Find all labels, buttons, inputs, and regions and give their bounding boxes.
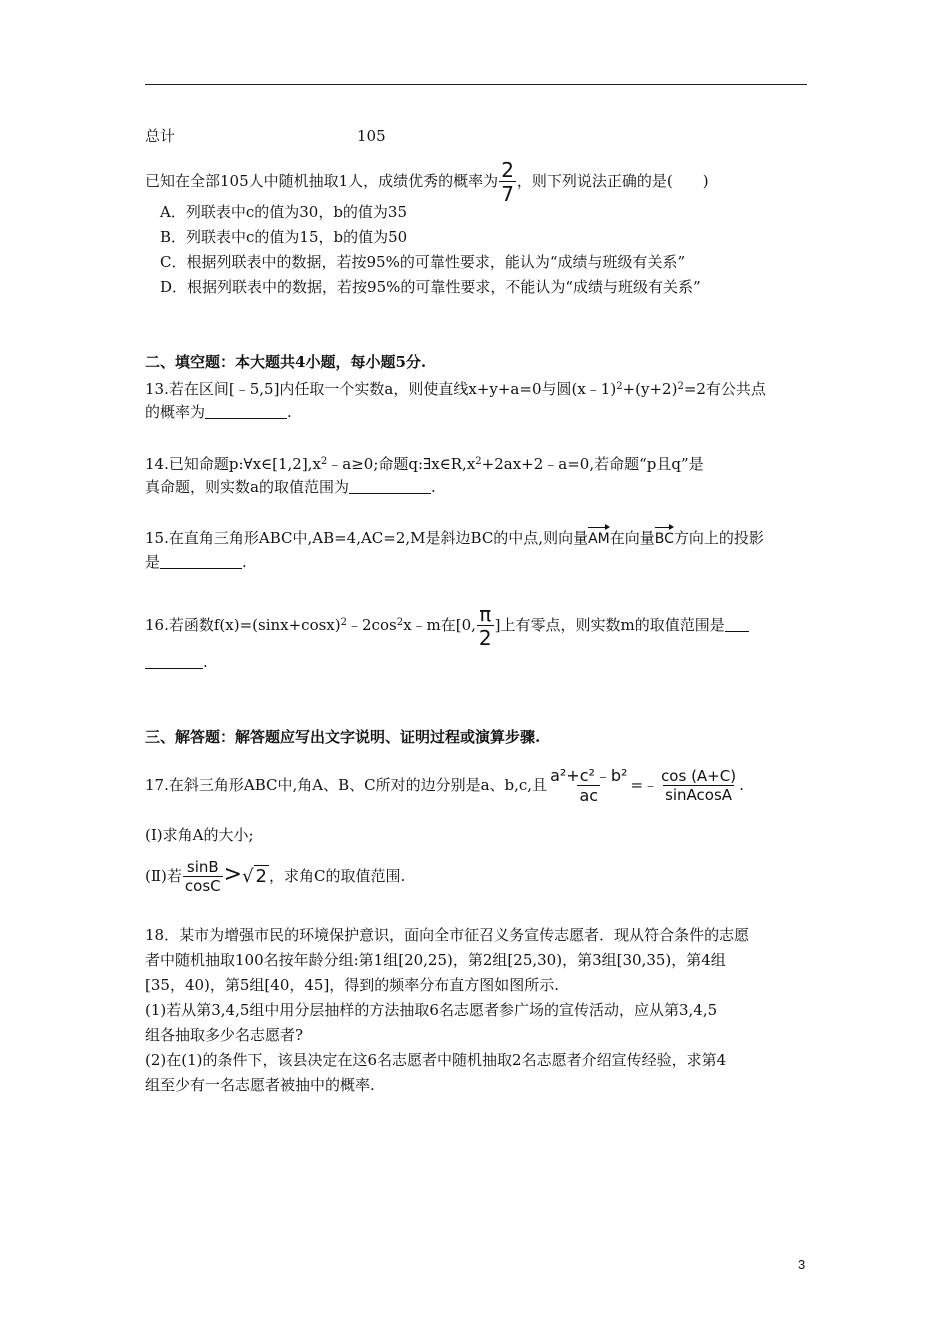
q17-part2-gt: > [223,862,243,887]
q14-answer-blank [349,479,431,494]
q16-frac-num: π [479,602,492,626]
table-total-row [145,126,386,146]
q13-line1 [145,377,766,399]
q13-sup1: 2 [616,381,623,392]
q14-sup2: 2 [475,456,482,467]
q15-period: . [242,553,247,571]
q13-sup2: 2 [677,381,684,392]
header-rule [145,84,807,85]
vector-bc: BC [655,526,674,549]
q16-line2 [145,652,208,672]
q18-line: 18．某市为增强市民的环境保护意识，面向全市征召义务宣传志愿者．现从符合条件的志愿 [145,926,750,944]
q12-option-c: C．根据列联表中的数据，若按95%的可靠性要求，能认为“成绩与班级有关系” [160,253,686,271]
q14-sup1: 2 [320,456,328,467]
q17-part2-text-a: (Ⅱ)若 [145,867,182,885]
q12-option-a: A．列联表中c的值为30，b的值为35 [160,203,408,221]
q13-line2 [145,402,292,422]
q17-rhs-fraction [659,769,738,803]
q13-text-a: 13.若在区间[﹣5,5]内任取一个实数a，则使直线x+y+a=0与圆(x﹣1) [145,380,617,398]
q12-stem [145,160,709,204]
q13-text-d: 的概率为 [145,403,206,421]
q15-line2 [145,552,247,572]
q17-part2-text-b: ，求角C的取值范围. [269,867,406,885]
q18-line: 组各抽取多少名志愿者? [145,1026,304,1044]
q14-text-c: +2ax+2﹣a=0,若命题“p且q”是 [481,455,704,473]
total-value: 105 [357,127,386,145]
q17-part2-den: cosC [184,877,221,895]
q17-part2-num: sinB [186,858,219,876]
q18-line: 者中随机抽取100名按年龄分组:第1组[20,25)，第2组[25,30)，第3组[30,35)，第4组 [145,951,726,969]
vector-am: AM [588,526,610,549]
total-label: 总计 [145,127,176,145]
q12-text-b: ，则下列说法正确的是( ) [516,172,709,190]
q17-part1: (Ⅰ)求角A的大小; [145,826,254,844]
q17-rhs-den: sinAcosA [665,786,733,804]
q17-part2 [145,860,405,894]
q14-text-b: ﹣a≥0;命题q:∃x∈R,x [327,455,476,473]
q18-line: 组至少有一名志愿者被抽中的概率. [145,1076,375,1094]
q16-text-b: ﹣2cos [347,616,397,634]
q17-period: . [739,776,744,794]
q17-rhs-num: cos (A+C) [661,767,737,785]
q14-text-a: 14.已知命题p:∀x∈[1,2],x [145,455,321,473]
q15-text-a: 15.在直角三角形ABC中,AB=4,AC=2,M是斜边BC的中点,则向量 [145,529,589,547]
q17-lhs-fraction [548,768,629,804]
q14-text-d: 真命题，则实数a的取值范围为 [145,478,349,496]
q14-period: . [430,478,436,496]
q17-stem [145,768,744,804]
q12-frac-den: 7 [501,182,514,206]
q18-line: (1)若从第3,4,5组中用分层抽样的方法抽取6名志愿者参广场的宣传活动，应从第3,4,5 [145,1001,718,1019]
q15-line1 [145,526,764,549]
section2-heading: 二、填空题：本大题共4小题，每小题5分. [145,353,427,371]
q16-answer-blank-2 [145,654,203,669]
q15-text-c: 方向上的投影 [673,529,764,547]
q18-line: (2)在(1)的条件下，该县决定在这6名志愿者中随机抽取2名志愿者介绍宣传经验，求第4 [145,1051,727,1069]
q16-sup2: 2 [396,617,404,628]
q16-text-c: x﹣m在[0, [403,616,476,634]
page-number: 3 [798,1257,806,1272]
q16-fraction [477,604,494,648]
q14-line2 [145,477,436,497]
q17-part2-sqrt: √ 2 [242,866,267,887]
q12-option-b: B．列联表中c的值为15，b的值为50 [160,228,408,246]
q18-line: [35，40)，第5组[40，45]，得到的频率分布直方图如图所示. [145,976,560,994]
q17-lhs-num: a²+c²﹣b² [550,766,628,785]
q13-answer-blank [205,404,287,419]
q12-text-a: 已知在全部105人中随机抽取1人，成绩优秀的概率为 [145,172,499,190]
q15-text-d: 是 [145,553,161,571]
section3-heading: 三、解答题：解答题应写出文字说明、证明过程或演算步骤. [145,728,541,746]
q14-line1 [145,452,704,474]
q17-lhs-den: ac [579,786,599,805]
q15-answer-blank [160,554,242,569]
q17-part2-fraction [183,860,223,894]
q17-part2-radicand: 2 [255,866,267,887]
q13-period: . [287,403,292,421]
q16-period: . [203,653,208,671]
q12-fraction [499,160,516,204]
q12-option-d: D．根据列联表中的数据，若按95%的可靠性要求，不能认为“成绩与班级有关系” [160,278,701,296]
q13-text-b: +(y+2) [622,380,678,398]
q12-frac-num: 2 [501,158,514,182]
q16-frac-den: 2 [478,626,492,650]
q15-text-b: 在向量 [609,529,655,547]
q16-line1 [145,604,749,648]
q16-text-a: 16.若函数f(x)=(sinx+cosx) [145,616,341,634]
q17-equals: =﹣ [630,776,659,794]
q16-answer-blank-1 [725,617,749,632]
q16-sup1: 2 [340,617,347,628]
q17-text-a: 17.在斜三角形ABC中,角A、B、C所对的边分别是a、b,c,且 [145,776,548,794]
q13-text-c: =2有公共点 [683,380,766,398]
q16-text-d: ]上有零点，则实数m的取值范围是 [494,616,725,634]
